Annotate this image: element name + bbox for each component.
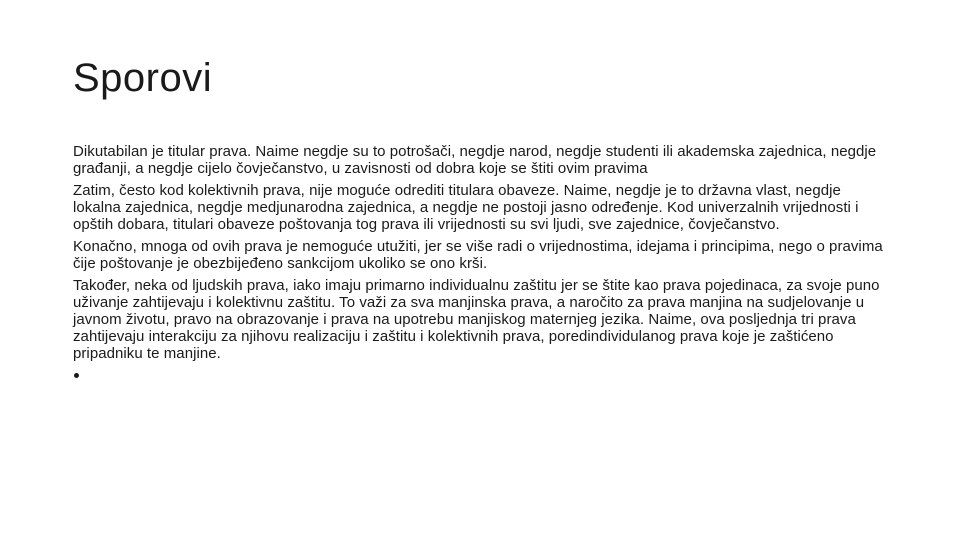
slide-title: Sporovi xyxy=(73,56,213,100)
paragraph-titular: Dikutabilan je titular prava. Naime negdje su to potrošači, negdje narod, negdje studenti ili akademska zajednica, negdje građanji, a negdje cijelo čovječanstvo, u zavisnosti od dobra koje se štiti ovim pravima xyxy=(73,143,877,177)
paragraph-enforcement: Konačno, mnoga od ovih prava je nemoguće utužiti, jer se više radi o vrijednostima, idejama i principima, nego o pravima čije poštovanje je obezbijeđeno sankcijom ukoliko se ono krši. xyxy=(73,238,883,272)
bullet-dot-icon xyxy=(74,373,79,378)
paragraph-obligation: Zatim, često kod kolektivnih prava, nije moguće odrediti titulara obaveze. Naime, negdje je to državna vlast, negdje lokalna zajednica, negdje medjunarodna zajednica, a negdje ne postoji jasno određenje. Kod univerzalnih vrijednosti i opštih dobara, titulari obaveze poštovanja tog prava ili vrijednosti su svi ljudi, sve zajednice, čovječanstvo. xyxy=(73,182,859,233)
paragraph-minority-rights: Također, neka od ljudskih prava, iako imaju primarno individualnu zaštitu jer se štite kao prava pojedinaca, za svoje puno uživanje zahtijevaju i kolektivnu zaštitu. To važi za sva manjinska prava, a naročito za prava manjina na sudjelovanje u javnom životu, pravo na obrazovanje i prava na upotrebu manjiskog maternjeg jezika. Naime, ova posljednja tri prava zahtijevaju interakciju za njihovu realizaciju i zaštitu i kolektivnih prava, poredindividulanog prava koje je zaštićeno pripadniku te manjine. xyxy=(73,277,880,362)
empty-bullet-item xyxy=(73,367,888,384)
slide-body xyxy=(73,143,888,389)
